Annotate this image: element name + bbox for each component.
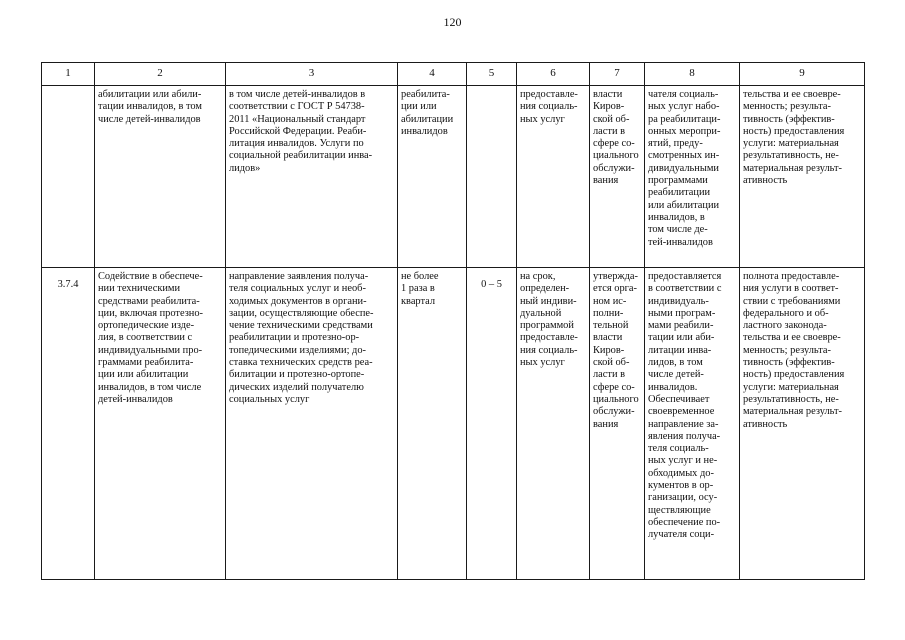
term-cell: на срок, определен- ный индиви- дуальной программой предоставле- ния социаль- ных услуг (517, 268, 590, 580)
quality-indicators-cell: полнота предоставле- ния услуги в соответ- ствии с требованиями федерального и об- ластного законода- тельства и ее своевре- менность; результа- тивность (эффектив- ность) предоставления услуги: материальная результативность, не- материальная результ- ативность (740, 268, 865, 580)
row-number-cell: 3.7.4 (42, 268, 95, 580)
table-header-row (42, 63, 865, 86)
range-cell (467, 86, 517, 268)
approval-cell: власти Киров- ской об- ласти в сфере со- циального обслужи- вания (590, 86, 645, 268)
column-number-1: 1 (42, 63, 95, 86)
approval-cell: утвержда- ется орга- ном ис- полни- тельной власти Киров- ской об- ласти в сфере со- циального обслужи- вания (590, 268, 645, 580)
service-description-cell: в том числе детей-инвалидов в соответствии с ГОСТ Р 54738- 2011 «Национальный стандарт Российской Федерации. Реаби- литация инвалидов. Услуги по социальной реабилитации инва- лидов» (226, 86, 398, 268)
column-number-5: 5 (467, 63, 517, 86)
column-number-8: 8 (645, 63, 740, 86)
service-description-cell: направление заявления получа- теля социальных услуг и необ- ходимых документов в органи- зации, осуществляющие обеспе- чение техническими средствами реабилитации и протезно-ор- топедическими изделиями; до- ставка технических средств реа- билитации и протезно-ортопе- дических изделий получателю социальных услуг (226, 268, 398, 580)
quality-indicators-cell: тельства и ее своевре- менность; результа- тивность (эффектив- ность) предоставления услуги: материальная результативность, не- материальная результ- ативность (740, 86, 865, 268)
frequency-cell: реабилита- ции или абилитации инвалидов (398, 86, 467, 268)
table-row (42, 268, 865, 580)
service-name-cell: Содействие в обеспече- нии техническими средствами реабилита- ции, включая протезно- ортопедические изде- лия, в соответствии с индивидуальными про- граммами реабилита- ции или абилитации инвалидов, в том числе детей-инвалидов (95, 268, 226, 580)
table-row (42, 86, 865, 268)
column-number-3: 3 (226, 63, 398, 86)
column-number-7: 7 (590, 63, 645, 86)
term-cell: предоставле- ния социаль- ных услуг (517, 86, 590, 268)
services-table (41, 62, 865, 580)
page-number: 120 (443, 15, 462, 29)
row-number-cell (42, 86, 95, 268)
column-number-2: 2 (95, 63, 226, 86)
frequency-cell: не более 1 раза в квартал (398, 268, 467, 580)
column-number-4: 4 (398, 63, 467, 86)
conditions-cell: чателя социаль- ных услуг набо- ра реабилитаци- онных меропри- ятий, преду- смотренных ин- дивидуальными программами реабилитации или абилитации инвалидов, в том числе де- тей-инвалидов (645, 86, 740, 268)
conditions-cell: предоставляется в соответствии с индивидуаль- ными програм- мами реабили- тации или аби- литации инва- лидов, в том числе детей- инвалидов. Обеспечивает своевременное направление за- явления получа- теля социаль- ных услуг и не- обходимых до- кументов в ор- ганизации, осу- ществляющие обеспечение по- лучателя соци- (645, 268, 740, 580)
service-name-cell: абилитации или абили- тации инвалидов, в том числе детей-инвалидов (95, 86, 226, 268)
column-number-9: 9 (740, 63, 865, 86)
range-cell: 0 – 5 (467, 268, 517, 580)
column-number-6: 6 (517, 63, 590, 86)
